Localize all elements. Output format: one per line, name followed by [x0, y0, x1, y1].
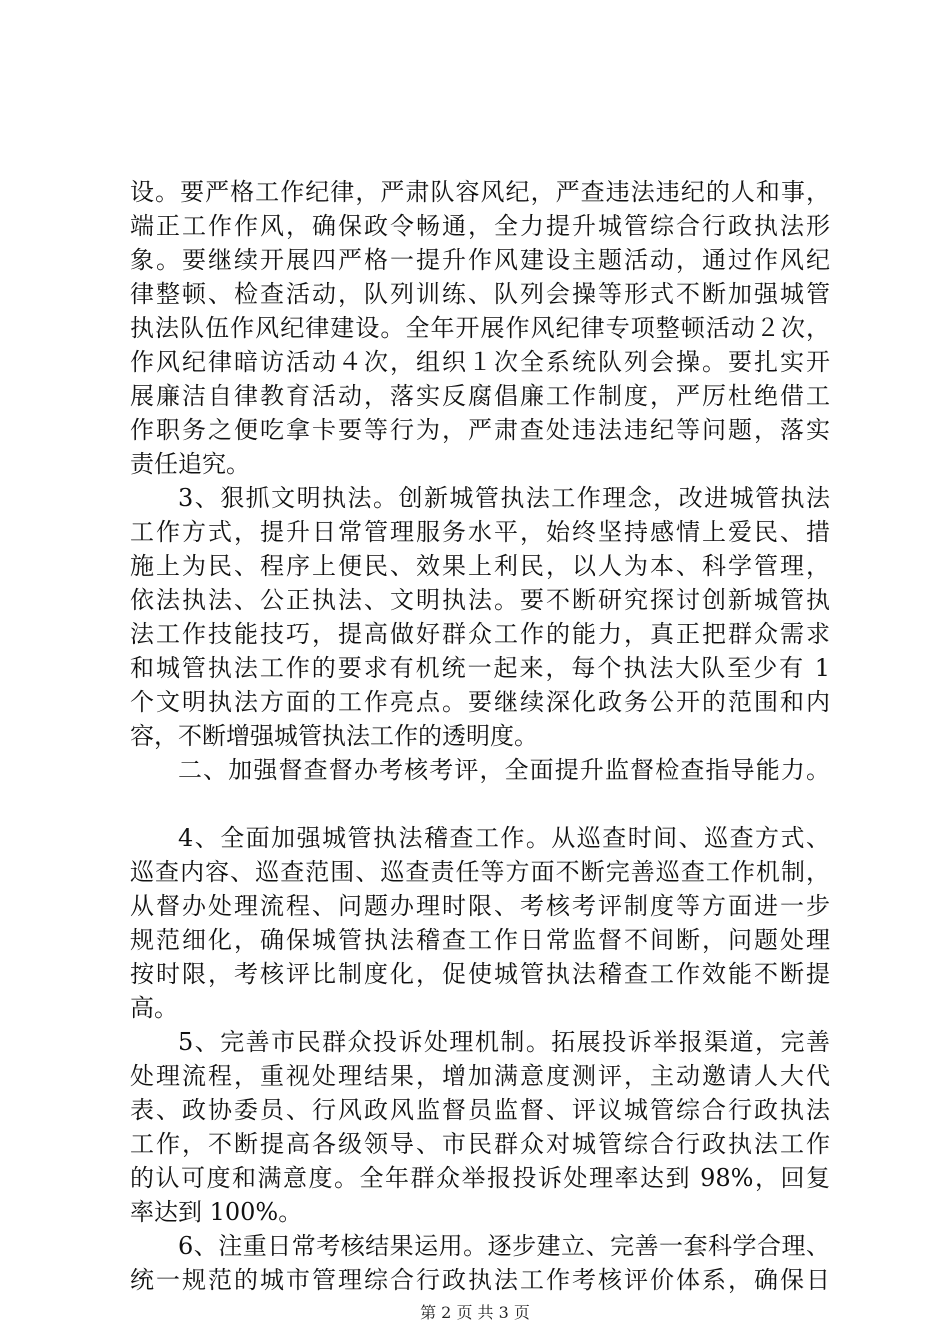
text-line: 依法执法、公正执法、文明执法。要不断研究探讨创新城管执 [130, 586, 830, 614]
text-line: 作职务之便吃拿卡要等行为，严肃查处违法违纪等问题，落实 [130, 416, 830, 444]
text-line: 表、政协委员、行风政风监督员监督、评议城管综合行政执法 [130, 1096, 830, 1124]
text-line: 工作方式，提升日常管理服务水平，始终坚持感情上爱民、措 [130, 518, 830, 546]
page-number-footer: 第 2 页 共 3 页 [420, 1303, 530, 1322]
section-heading-2: 二、加强督查督办考核考评，全面提升监督检查指导能力。 [178, 756, 830, 784]
text-line: 端正工作作风，确保政令畅通，全力提升城管综合行政执法形 [130, 212, 830, 240]
text-line: 从督办处理流程、问题办理时限、考核考评制度等方面进一步 [130, 892, 830, 920]
text-line: 象。要继续开展四严格一提升作风建设主题活动，通过作风纪 [130, 246, 830, 274]
text-line: 的认可度和满意度。全年群众举报投诉处理率达到 98%，回复 [130, 1164, 830, 1192]
text-line: 设。要严格工作纪律，严肃队容风纪，严查违法违纪的人和事， [130, 178, 830, 206]
text-line: 责任追究。 [130, 450, 250, 478]
text-line: 作风纪律暗访活动４次，组织１次全系统队列会操。要扎实开 [130, 348, 830, 376]
text-line: 巡查内容、巡查范围、巡查责任等方面不断完善巡查工作机制， [130, 858, 830, 886]
paragraph-heading-5: 5、完善市民群众投诉处理机制。拓展投诉举报渠道，完善 [178, 1028, 830, 1056]
paragraph-heading-6: 6、注重日常考核结果运用。逐步建立、完善一套科学合理、 [178, 1232, 830, 1260]
text-line: 高。 [130, 994, 178, 1022]
text-line: 处理流程，重视处理结果，增加满意度测评，主动邀请人大代 [130, 1062, 830, 1090]
text-line: 法工作技能技巧，提高做好群众工作的能力，真正把群众需求 [130, 620, 830, 648]
paragraph-heading-3: 3、狠抓文明执法。创新城管执法工作理念，改进城管执法 [178, 484, 830, 512]
text-line: 统一规范的城市管理综合行政执法工作考核评价体系，确保日 [130, 1266, 830, 1294]
text-line: 施上为民、程序上便民、效果上利民，以人为本、科学管理， [130, 552, 830, 580]
text-line: 律整顿、检查活动，队列训练、队列会操等形式不断加强城管 [130, 280, 830, 308]
text-line: 容，不断增强城管执法工作的透明度。 [130, 722, 538, 750]
text-line: 率达到 100%。 [130, 1198, 303, 1226]
text-line: 和城管执法工作的要求有机统一起来，每个执法大队至少有 1 [130, 654, 830, 682]
text-line: 执法队伍作风纪律建设。全年开展作风纪律专项整顿活动２次， [130, 314, 830, 342]
text-line: 工作，不断提高各级领导、市民群众对城管综合行政执法工作 [130, 1130, 830, 1158]
text-line: 规范细化，确保城管执法稽查工作日常监督不间断，问题处理 [130, 926, 830, 954]
text-line: 展廉洁自律教育活动，落实反腐倡廉工作制度，严厉杜绝借工 [130, 382, 830, 410]
text-line: 按时限，考核评比制度化，促使城管执法稽查工作效能不断提 [130, 960, 830, 988]
paragraph-heading-4: 4、全面加强城管执法稽查工作。从巡查时间、巡查方式、 [178, 824, 830, 852]
text-line: 个文明执法方面的工作亮点。要继续深化政务公开的范围和内 [130, 688, 830, 716]
